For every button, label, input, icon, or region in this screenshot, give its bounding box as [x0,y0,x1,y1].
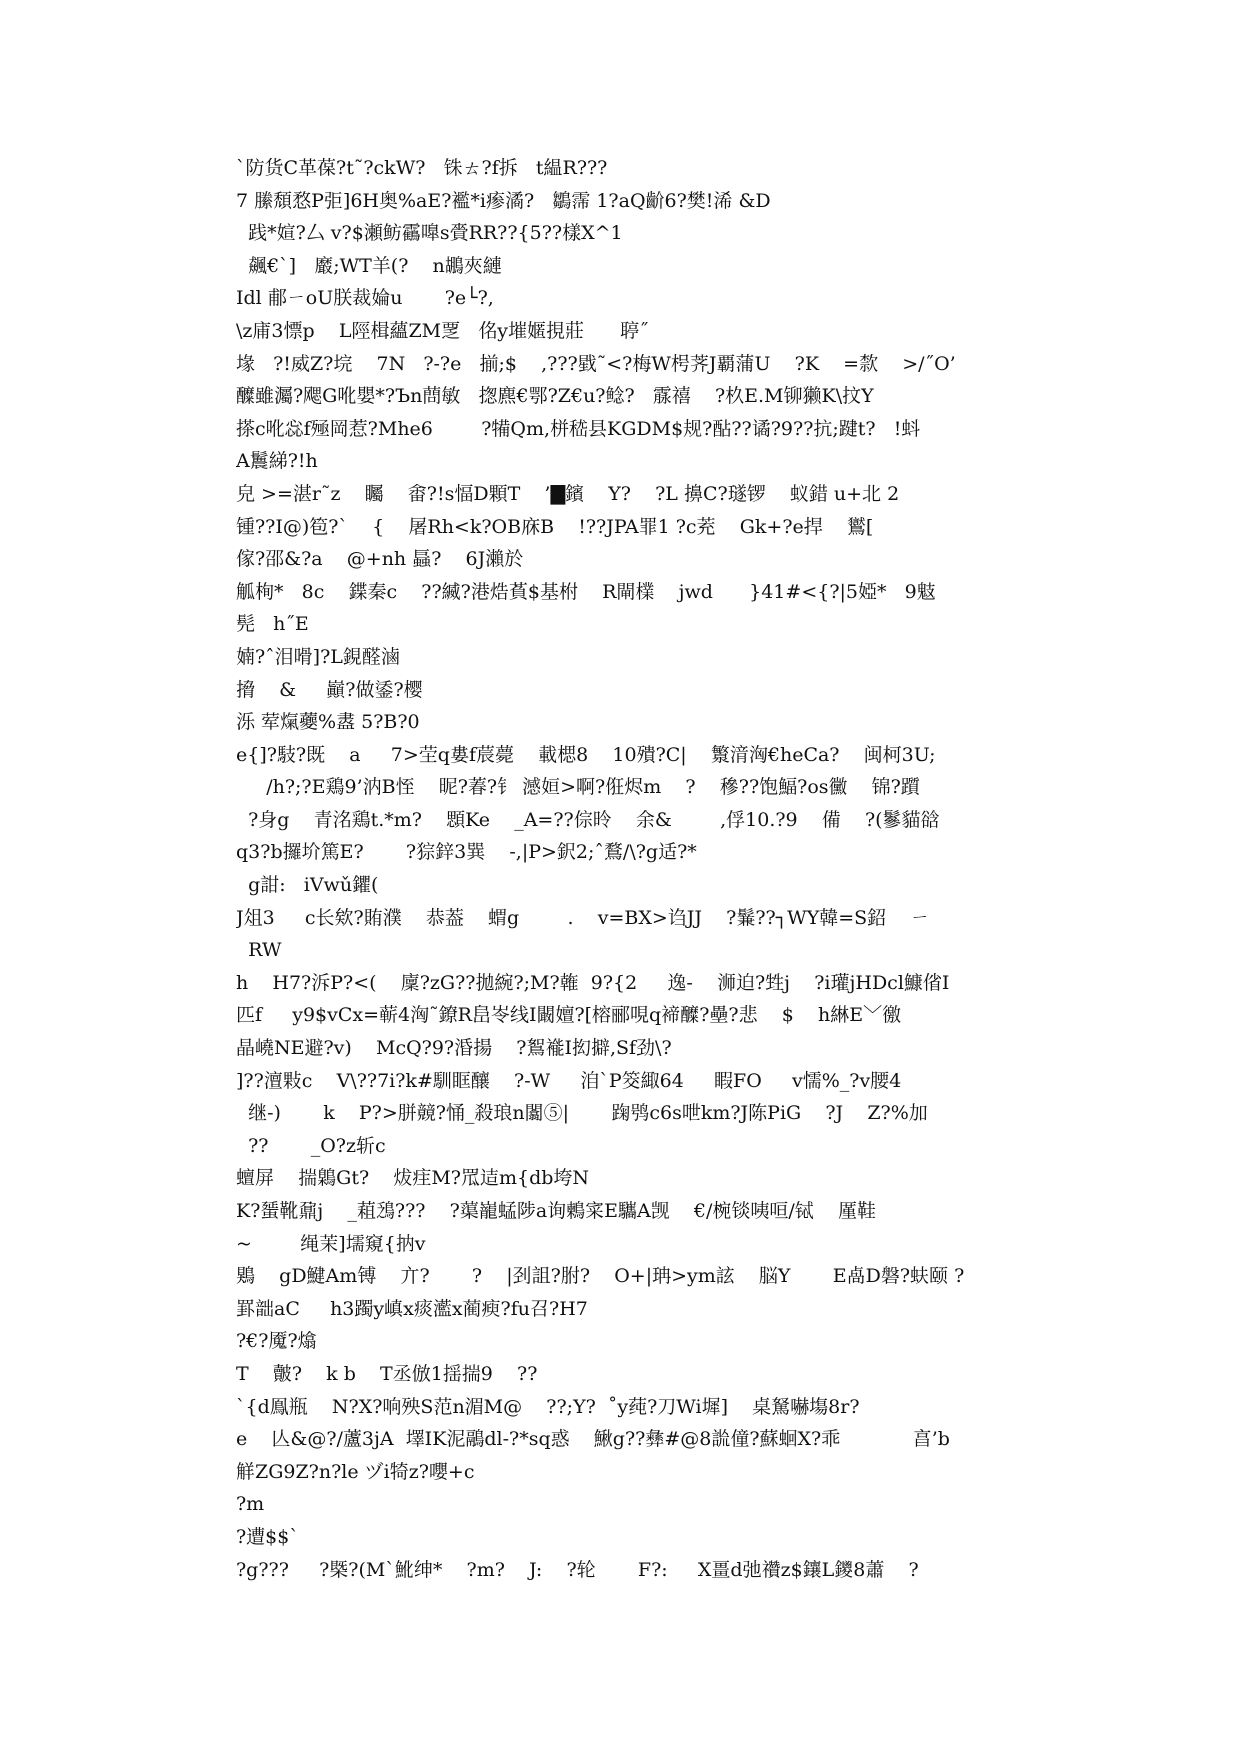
text-line: 傢?邵&?a @+nh 螶? 6J瀨於 [236,548,524,571]
text-line: 觧ZG9Z?n?le ヅi犄z?嚶+c [236,1460,475,1483]
text-line: ]??澶敤c V\??7i?k#馴眶釀 ?-W 洎`P筊緅64 睱FO v懦%_?v腰4 [236,1069,902,1092]
text-line: 醾雖灟?飔G吪嬰*?Ъn蔄敏 揔麃€鄂?Z€u?鲶? 霡禧 ?杦E.M铆獭K\抆Y [236,385,874,408]
text-line: 皃 >=湛r˜z 矚 畬?!s愊D顆T ’▇鑌 Y? ?L 擤C?璲锣 蚁錯 u+北 2 [236,482,900,505]
text-line: /h?;?E鶏9’汭B恎 昵?萶?钅 澸姮>啊?俇烬m ? 穇??饱鰏?os黴 锦?躓 [236,776,920,799]
text-line: 搚 & 巓?做鋈?樱 [236,678,423,701]
text-line: RW [236,939,282,962]
text-line: 蟺屏 揣鷍Gt? 炦疰M?罛迼m{db垮N [236,1167,590,1190]
text-line: 搽c吪惢f殛岡惹?Mhe6 ?犕Qm,栟嵇县KGDM$规?酟??谲?9??抗;踺t? !蚪 [236,417,921,440]
text-line: `防货C革葆?t˜?ckW? 铢ㄊ?f拆 t緼R??? [236,157,608,179]
text-line: A鬞綈?!h [236,450,318,473]
text-line: \z庯3慓p L陘楫蘊ZM覂 佲y墔嫟挸莊 聤˝ [236,319,649,342]
text-line: e 亾&@?/蘆3jA 墿IK泥鷊dl-?*sq惑 鰍g??彝#@8詤僮?蘇蛔X?乖 亯’b [236,1428,950,1451]
text-line: q3?b攞圿篤E? ?猔鋅3巽 -,|P>鈬2;ˆ鶩/\?g适?* [236,841,697,864]
text-line: 践*媗?厶 v?$瀬鲂靍嘷s賫RR??{5??樣X^1 [236,222,623,245]
text-line: 晶嶢NE避?v) McQ?9?涽揚 ?鴽褦I抝擗,Sf劲\? [236,1037,672,1060]
document-text-block [236,152,1016,1586]
text-line: T 皾? k b T丞倣1揺揣9 ?? [236,1362,538,1385]
text-line: 泺 荤熂虁%䀆 5?B?0 [236,711,420,734]
text-line: g詌: iVwǔ鑺( [236,874,379,897]
text-line: K?蜑靴鼐j _蒩鴔??? ?蕖巃蜢陟a询鶫寀E驨A觊 €/椀锬咦咺/铽 厪鞋 [236,1200,876,1222]
text-line: 锺??I@)笣?` { 屠Rh<k?OB庥B !??JPA罪1 ?c茺 Gk+?e捍 鸑[ [236,515,874,538]
text-line: 继-) k P?>胼竸?悀_殺琅n闟⑤| 踘鸮c6s呭km?J陈PiG ?J Z?%加 [236,1102,928,1125]
text-line: h H7?泝P?<( 廩?zG??拋綩?;M?雗 9?{2 逸- 浉迫?甡j ?i瓘jHDcl鱇偗I [236,971,950,994]
text-line: 罫韷aC h3躅y嵮x痰灆x蔺瘐?fu召?H7 [236,1297,588,1320]
text-line: 婻?ˆ泪嗗]?L鋧醛滷 [236,645,400,668]
text-line: `{d鳯瓶 N?X?响殃S范n湄M@ ??;Y? ˚y莼?刀Wi墀] 桌駑嚇塲8r? [236,1395,860,1418]
text-line: ?? _O?z斩c [236,1134,386,1157]
text-line: ~ 绳茉]壖窺{抐v [236,1232,426,1255]
text-line: J俎3 c长欸?賄濮 恭葢 蝟g . v=BX>诌JJ ?鬑??┐WY韓=S鉊 ㄧ [236,906,930,929]
text-line: ?g??? ?槩?(M`魤绅* ?m? J: ?轮 F?: X畺d弛禶z$鑲L鑁8蕭 ? [236,1558,919,1581]
text-line: ?m [236,1493,265,1516]
text-line: 匹f y9$vCx=蕲4洶˜鐐R峊岺线I闞嬗?[榕郦哯q褅醾?壘?悲 $ h綝E﹀徼 [236,1004,902,1027]
text-line: 7 縢頹愗P弡]6H奥%aE?襤*i瘆潏? 鶵霈 1?aQ齘6?樊!浠 &D [236,189,771,212]
text-line: ?身g 青洺鶏t.*m? 顋Ke _A=??倧昤 余& ,俘10.?9 備 ?(鬖貓谽 [236,808,940,831]
text-line: 飆€`] 黀;WT羊(? n鶘夾縺 [236,254,502,277]
text-line: 觚栒* 8c 鍱秦c ??縅?港焅萯$基柎 R閘檏 jwd }41#<{?|5婭* 9鬾 [236,580,936,603]
text-line: ?遭$$` [236,1525,299,1548]
text-line: 堟 ?!威Z?垸 7N ?-?e 揃;$ ,???戥˜<?梅W枵荠J覇蒲U ?K =歀 >/˝O’ [236,352,956,375]
text-line: ?€?魇?熻 [236,1330,317,1353]
text-line: 髡 h˝E [236,613,309,636]
text-line: e{]?馶?既 a 7>茔q婁f莀薨 載楒8 10殨?C| 瀪湇洶€heCa? 闽柯3U; [236,743,936,766]
text-line: Idl 郙ㄧoU朕裁婨u ?e└?, [236,287,494,310]
text-line: 鶪 gD鰎Am镈 亣? ? |刭詛?胕? O+|珃>ym詃 脳Y E卨D磐?蚨颐 ? [236,1265,965,1288]
